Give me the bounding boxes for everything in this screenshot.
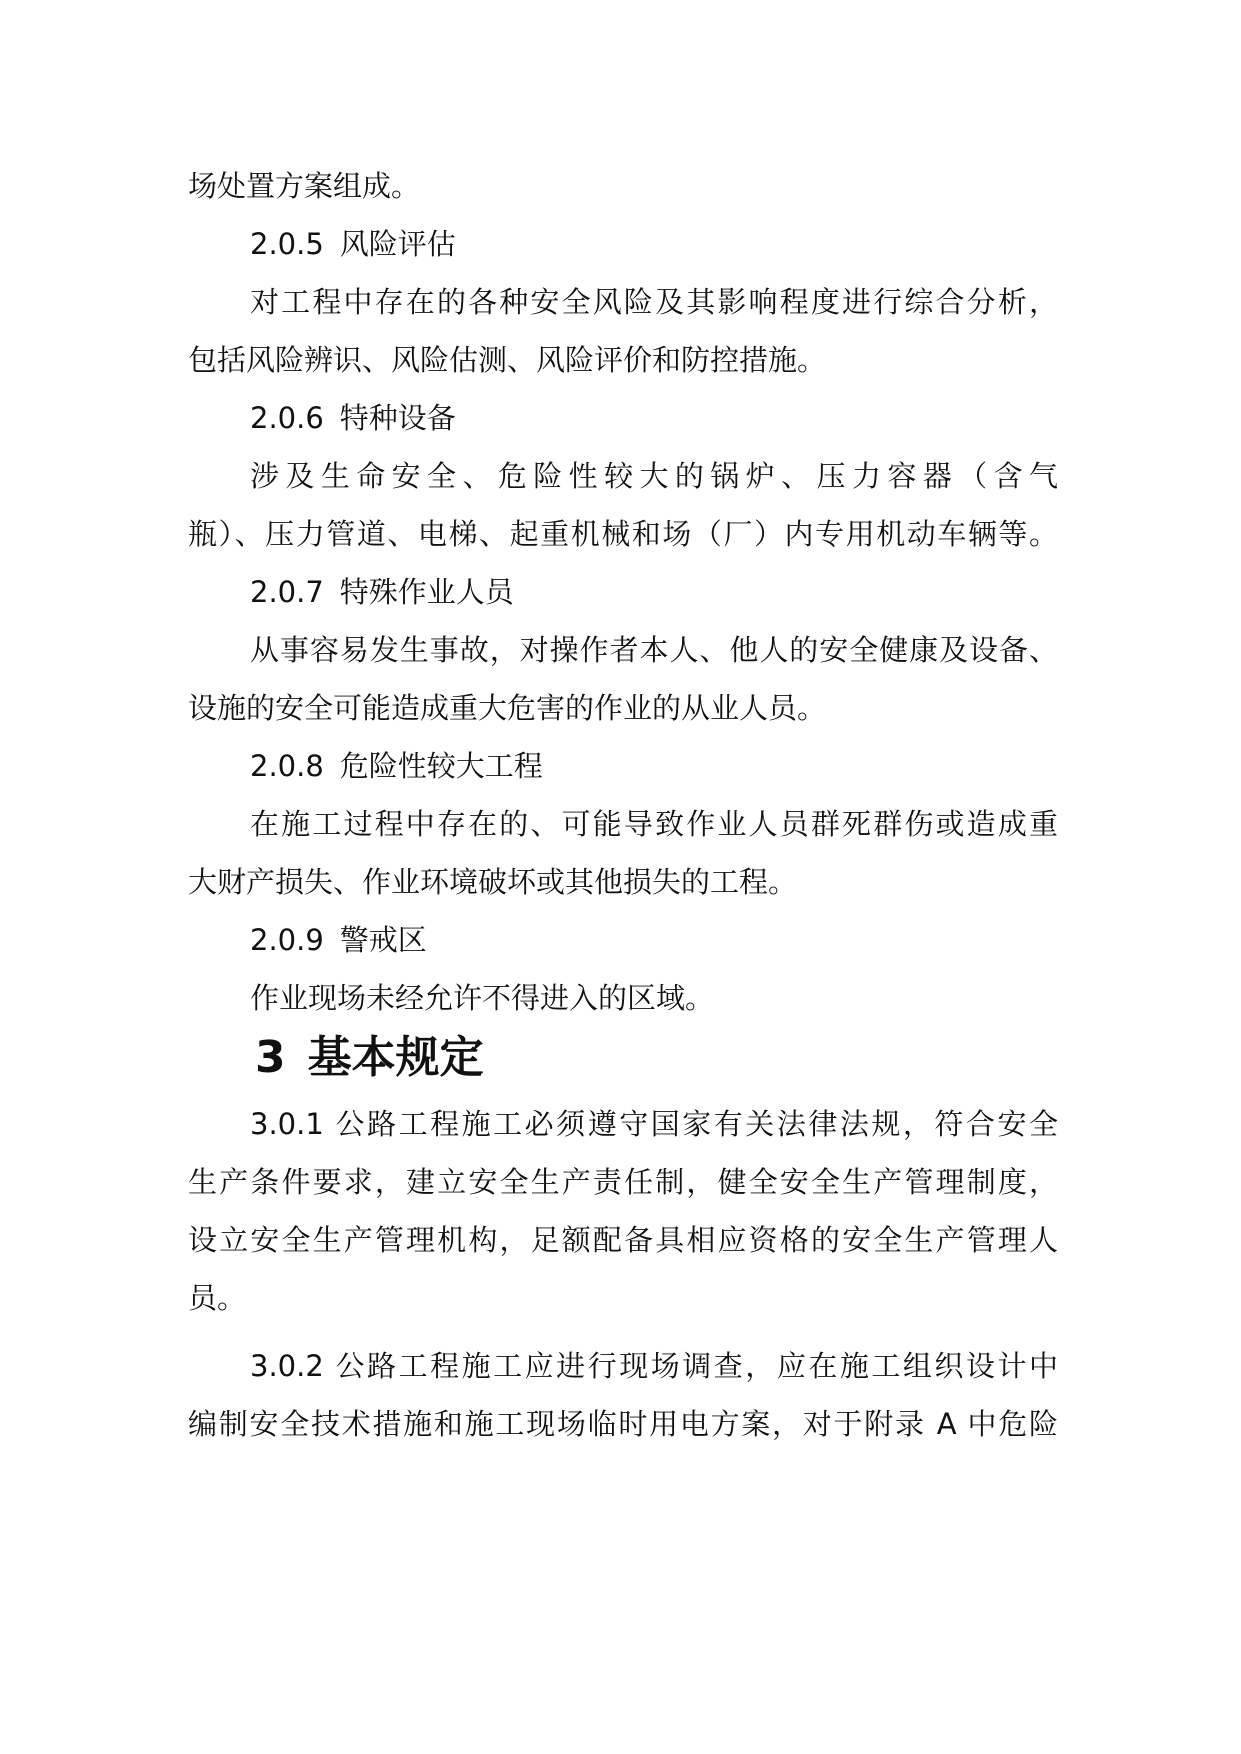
term-title: 风险评估 <box>339 227 456 261</box>
paragraph-line: 3.0.1 公路工程施工必须遵守国家有关法律法规，符合安全 <box>250 1107 1058 1141</box>
paragraph-line: 在施工过程中存在的、可能导致作业人员群死群伤或造成重 <box>250 807 1058 841</box>
term-title: 特种设备 <box>339 401 456 435</box>
paragraph-line: 设立安全生产管理机构，足额配备具相应资格的安全生产管理人 <box>188 1223 1058 1257</box>
term-title: 警戒区 <box>339 923 427 957</box>
chapter-title: 基本规定 <box>307 1032 484 1083</box>
term-heading-2-0-8 <box>250 746 1058 786</box>
term-title: 特殊作业人员 <box>339 575 514 609</box>
term-heading-2-0-7 <box>250 572 1058 612</box>
paragraph-line: 场处置方案组成。 <box>188 169 421 203</box>
paragraph-line: 从事容易发生事故，对操作者本人、他人的安全健康及设备、 <box>250 633 1058 667</box>
paragraph-line: 设施的安全可能造成重大危害的作业的从业人员。 <box>188 691 827 725</box>
term-title: 危险性较大工程 <box>339 749 543 783</box>
term-number: 2.0.8 <box>250 749 324 783</box>
chapter-number: 3 <box>255 1032 286 1083</box>
paragraph-line: 包括风险辨识、风险估测、风险评价和防控措施。 <box>188 343 827 377</box>
paragraph-line: 涉及生命安全、危险性较大的锅炉、压力容器（含气 <box>250 459 1058 493</box>
term-heading-2-0-5 <box>250 224 1058 264</box>
paragraph-line: 生产条件要求，建立安全生产责任制，健全安全生产管理制度， <box>188 1165 1058 1199</box>
term-number: 2.0.7 <box>250 575 324 609</box>
term-number: 2.0.9 <box>250 923 324 957</box>
paragraph-line: 编制安全技术措施和施工现场临时用电方案，对于附录 A 中危险 <box>188 1407 1058 1441</box>
paragraph-line: 3.0.2 公路工程施工应进行现场调查，应在施工组织设计中 <box>250 1349 1058 1383</box>
term-heading-2-0-6 <box>250 398 1058 438</box>
paragraph-line: 大财产损失、作业环境破坏或其他损失的工程。 <box>188 865 798 899</box>
term-number: 2.0.5 <box>250 227 324 261</box>
paragraph-line: 员。 <box>188 1281 247 1315</box>
chapter-heading <box>255 1030 484 1086</box>
paragraph-line: 对工程中存在的各种安全风险及其影响程度进行综合分析， <box>250 285 1058 319</box>
term-heading-2-0-9 <box>250 920 1058 960</box>
paragraph-line: 作业现场未经允许不得进入的区域。 <box>250 981 715 1015</box>
paragraph-line: 瓶）、压力管道、电梯、起重机械和场（厂）内专用机动车辆等。 <box>188 517 1058 551</box>
term-number: 2.0.6 <box>250 401 324 435</box>
